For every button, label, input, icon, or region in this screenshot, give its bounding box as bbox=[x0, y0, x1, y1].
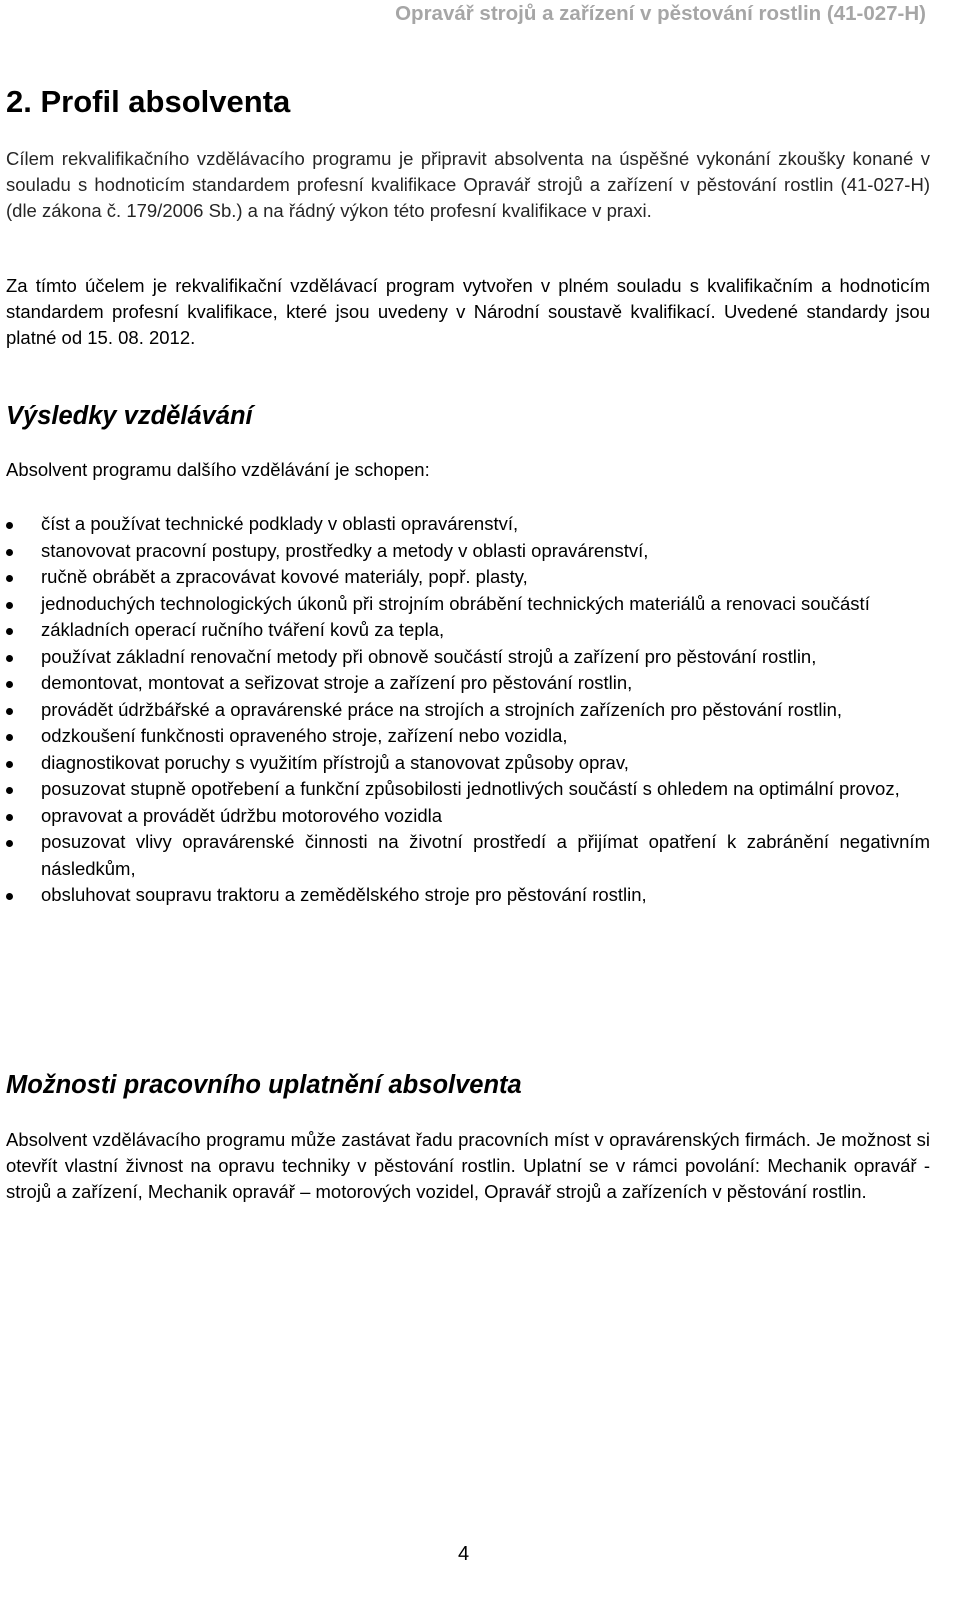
bullet-icon bbox=[6, 893, 13, 900]
list-item-text: odzkoušení funkčnosti opraveného stroje, zařízení nebo vozidla, bbox=[41, 725, 568, 746]
section-title-profile: 2. Profil absolventa bbox=[6, 84, 291, 119]
bullet-icon bbox=[6, 522, 13, 529]
list-item-text: ručně obrábět a zpracovávat kovové materiály, popř. plasty, bbox=[41, 566, 528, 587]
list-item bbox=[6, 564, 930, 591]
list-item-text: provádět údržbářské a opravárenské práce na strojích a strojních zařízeních pro pěstování rostlin, bbox=[41, 698, 843, 720]
list-item bbox=[6, 511, 930, 538]
section-title-jobs: Možnosti pracovního uplatnění absolventa bbox=[6, 1071, 522, 1099]
bullet-icon bbox=[6, 787, 13, 794]
list-item bbox=[6, 829, 930, 882]
list-item bbox=[6, 617, 930, 644]
list-item bbox=[6, 697, 930, 724]
list-item bbox=[6, 538, 930, 565]
list-item-text: stanovovat pracovní postupy, prostředky a metody v oblasti opravárenství, bbox=[41, 539, 649, 561]
list-item-text: základních operací ručního tváření kovů za tepla, bbox=[41, 619, 445, 640]
bullet-icon bbox=[6, 628, 13, 635]
bullet-icon bbox=[6, 655, 13, 662]
list-item-text: číst a používat technické podklady v oblasti opravárenství, bbox=[41, 513, 519, 534]
list-item-text: opravovat a provádět údržbu motorového vozidla bbox=[41, 804, 443, 826]
list-item bbox=[6, 803, 930, 830]
results-list bbox=[6, 511, 930, 909]
list-item-text: posuzovat vlivy opravárenské činnosti na životní prostředí a přijímat opatření k zabránění negativním následkům, bbox=[41, 831, 930, 879]
list-item bbox=[6, 644, 930, 671]
list-item-text: používat základní renovační metody při obnově součástí strojů a zařízení pro pěstování rostlin, bbox=[41, 645, 817, 667]
list-item-text: obsluhovat soupravu traktoru a zemědělského stroje pro pěstování rostlin, bbox=[41, 884, 647, 905]
list-item-text: posuzovat stupně opotřebení a funkční způsobilosti jednotlivých součástí s ohledem na optimální provoz, bbox=[41, 778, 900, 799]
results-intro: Absolvent programu dalšího vzdělávání je schopen: bbox=[6, 459, 430, 480]
jobs-paragraph: Absolvent vzdělávacího programu může zastávat řadu pracovních míst v opravárenských firmách. Je možnost si otevřít vlastní živnost na opravu techniky v pěstování rostlin. Uplatní se v rámci povolání: Mechanik opravář - strojů a zařízení, Mechanik opravář – motorových vozidel, Opravář strojů a zařízeních v pěstování rostlin. bbox=[6, 1129, 930, 1202]
bullet-icon bbox=[6, 549, 13, 556]
list-item-text: demontovat, montovat a seřizovat stroje a zařízení pro pěstování rostlin, bbox=[41, 672, 633, 693]
list-item bbox=[6, 723, 930, 750]
profile-paragraph-2: Za tímto účelem je rekvalifikační vzdělávací program vytvořen v plném souladu s kvalifikačním a hodnoticím standardem profesní kvalifikace, které jsou uvedeny v Národní soustavě kvalifikací. Uvedené standardy jsou platné od 15. 08. 2012. bbox=[6, 275, 930, 348]
list-item-text: diagnostikovat poruchy s využitím přístrojů a stanovovat způsoby oprav, bbox=[41, 751, 629, 773]
running-header: Opravář strojů a zařízení v pěstování rostlin (41-027-H) bbox=[395, 2, 926, 25]
bullet-icon bbox=[6, 734, 13, 741]
page-number: 4 bbox=[458, 1543, 470, 1565]
section-title-results: Výsledky vzdělávání bbox=[6, 402, 253, 430]
list-item bbox=[6, 882, 930, 909]
bullet-icon bbox=[6, 602, 13, 609]
bullet-icon bbox=[6, 761, 13, 768]
list-item bbox=[6, 670, 930, 697]
bullet-icon bbox=[6, 708, 13, 715]
list-item bbox=[6, 776, 930, 803]
profile-paragraph-1: Cílem rekvalifikačního vzdělávacího programu je připravit absolventa na úspěšné vykonání zkoušky konané v souladu s hodnoticím standardem profesní kvalifikace Opravář strojů a zařízení v pěstování rostlin (41-027-H) (dle zákona č. 179/2006 Sb.) a na řádný výkon této profesní kvalifikace v praxi. bbox=[6, 148, 930, 221]
bullet-icon bbox=[6, 840, 13, 847]
bullet-icon bbox=[6, 681, 13, 688]
bullet-icon bbox=[6, 814, 13, 821]
list-item bbox=[6, 750, 930, 777]
list-item bbox=[6, 591, 930, 618]
bullet-icon bbox=[6, 575, 13, 582]
list-item-text: jednoduchých technologických úkonů při strojním obrábění technických materiálů a renovaci součástí bbox=[41, 592, 870, 614]
